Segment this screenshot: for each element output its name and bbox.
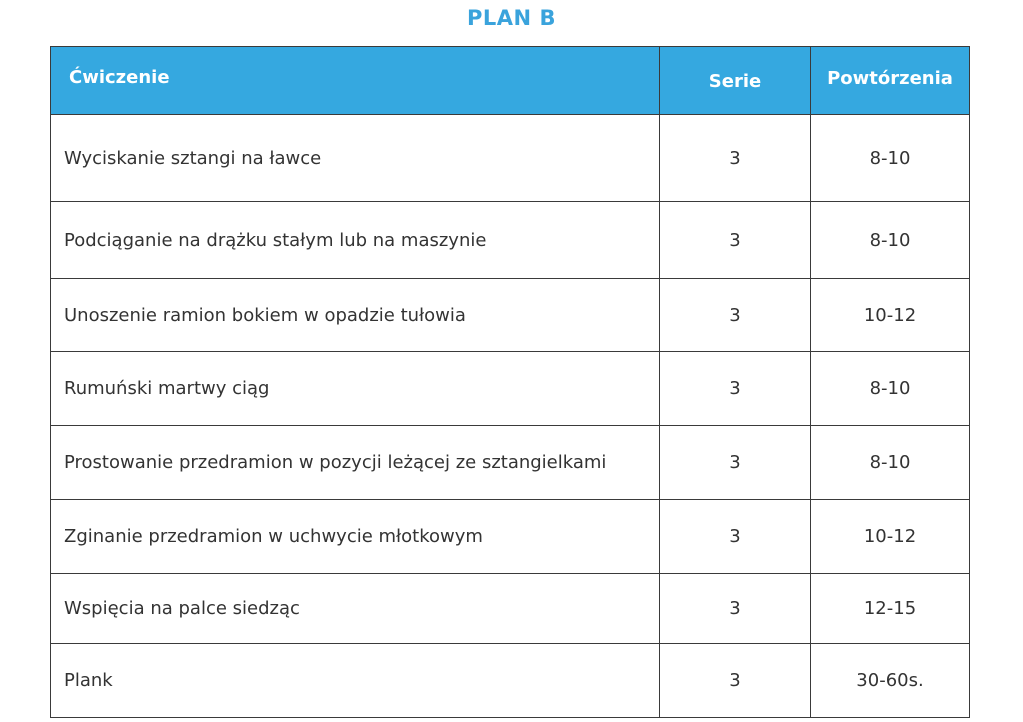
table-row: [51, 574, 970, 644]
table-header-row: [51, 47, 970, 115]
reps-cell: 12-15: [811, 574, 970, 644]
exercise-cell: Zginanie przedramion w uchwycie młotkowym: [51, 500, 660, 574]
plan-title: PLAN B: [467, 6, 556, 30]
reps-cell: 10-12: [811, 279, 970, 352]
sets-cell: 3: [660, 644, 811, 718]
exercise-cell: Unoszenie ramion bokiem w opadzie tułowia: [51, 279, 660, 352]
header-sets: Serie: [660, 47, 811, 115]
reps-cell: 8-10: [811, 426, 970, 500]
sets-cell: 3: [660, 352, 811, 426]
table-row: [51, 644, 970, 718]
reps-cell: 8-10: [811, 202, 970, 279]
table-row: [51, 279, 970, 352]
workout-table: [50, 46, 970, 718]
table-row: [51, 115, 970, 202]
table-row: [51, 202, 970, 279]
exercise-cell: Prostowanie przedramion w pozycji leżącej ze sztangielkami: [51, 426, 660, 500]
reps-cell: 10-12: [811, 500, 970, 574]
table-row: [51, 352, 970, 426]
header-reps: Powtórzenia: [811, 47, 970, 115]
sets-cell: 3: [660, 426, 811, 500]
table-row: [51, 500, 970, 574]
table-row: [51, 426, 970, 500]
sets-cell: 3: [660, 574, 811, 644]
exercise-cell: Plank: [51, 644, 660, 718]
sets-cell: 3: [660, 115, 811, 202]
reps-cell: 8-10: [811, 115, 970, 202]
reps-cell: 8-10: [811, 352, 970, 426]
sets-cell: 3: [660, 500, 811, 574]
sets-cell: 3: [660, 279, 811, 352]
exercise-cell: Rumuński martwy ciąg: [51, 352, 660, 426]
sets-cell: 3: [660, 202, 811, 279]
exercise-cell: Wyciskanie sztangi na ławce: [51, 115, 660, 202]
exercise-cell: Wspięcia na palce siedząc: [51, 574, 660, 644]
header-exercise: Ćwiczenie: [51, 47, 660, 115]
reps-cell: 30-60s.: [811, 644, 970, 718]
exercise-cell: Podciąganie na drążku stałym lub na maszynie: [51, 202, 660, 279]
